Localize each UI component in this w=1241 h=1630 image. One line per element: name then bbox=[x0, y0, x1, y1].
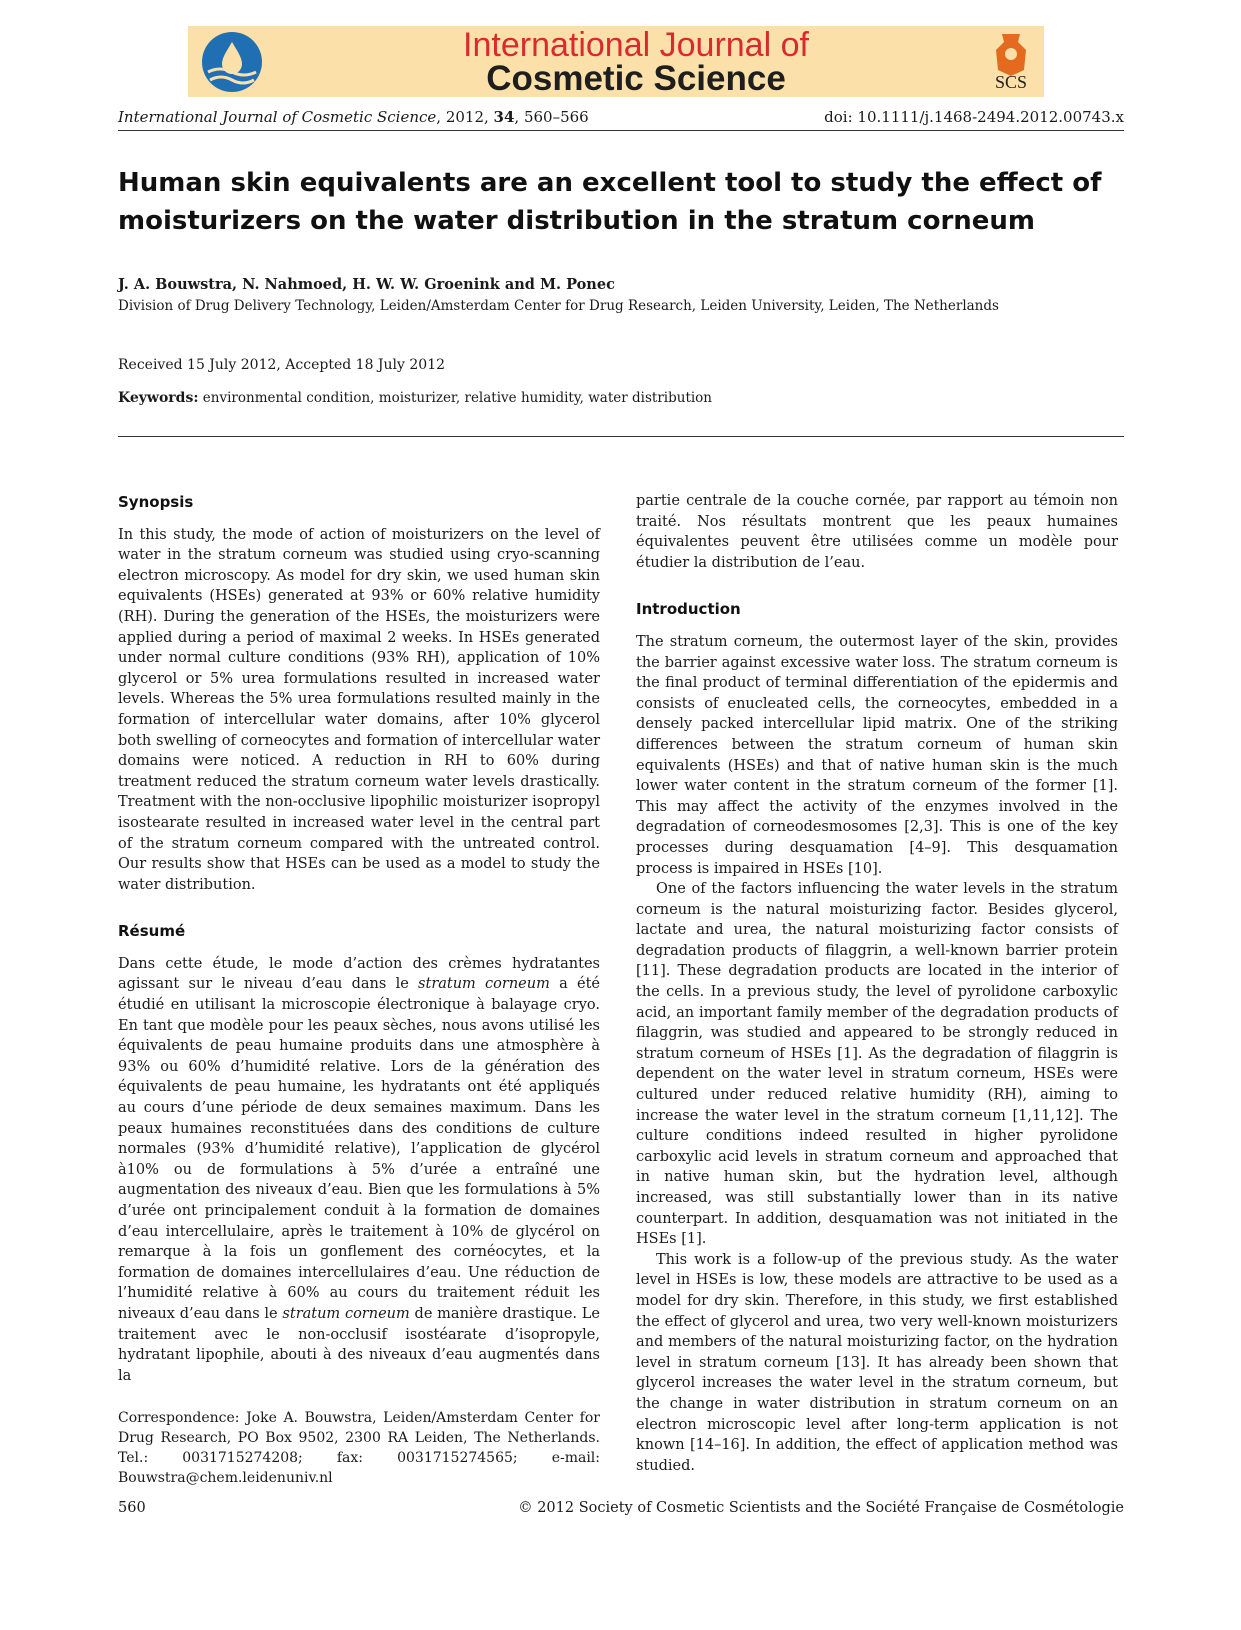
keywords-list: environmental condition, moisturizer, relative humidity, water distribution bbox=[198, 390, 713, 406]
synopsis-text: In this study, the mode of action of moisturizers on the level of water in the stratum corneum was studied using cryo-scanning electron microscopy. As model for dry skin, we used human skin equivalents (HSEs) generated at 93% or 60% relative humidity (RH). During the generation of the HSEs, the moisturizers were applied during a period of maximal 2 weeks. In HSEs generated under normal culture conditions (93% RH), application of 10% glycerol or 5% urea formulations resulted in increased water levels. Whereas the 5% urea formulations resulted mainly in the formation of intercellular water domains, after 10% glycerol both swelling of corneocytes and formation of intercellular water domains were noticed. A reduction in RH to 60% during treatment reduced the stratum corneum water levels drastically. Treatment with the non-occlusive lipophilic moisturizer isopropyl isostearate resulted in increased water level in the central part of the stratum corneum compared with the untreated control. Our results show that HSEs can be used as a model to study the water distribution. bbox=[118, 526, 600, 893]
volume: 34 bbox=[493, 108, 515, 126]
resume-heading: Résumé bbox=[118, 922, 186, 941]
header-divider bbox=[118, 130, 1124, 131]
title-divider bbox=[118, 436, 1124, 437]
introduction-heading: Introduction bbox=[636, 600, 741, 619]
synopsis-heading: Synopsis bbox=[118, 493, 194, 511]
right-column bbox=[636, 491, 1118, 1476]
page-number: 560 bbox=[118, 1500, 146, 1516]
intro-paragraph-1: The stratum corneum, the outermost layer of the skin, provides the barrier against excessive water loss. The stratum corneum is the final product of terminal differentiation of the epidermis and consists of enucleated cells, the corneocytes, embedded in a densely packed intercellular lipid matrix. One of the striking differences between the stratum corneum of human skin equivalents (HSEs) and that of native human skin is the much lower water content in the stratum corneum of the former [1]. This may affect the activity of the enzymes involved in the degradation of corneodesmosomes [2,3]. This is one of the key processes during desquamation [4–9]. This desquamation process is impaired in HSEs [10]. bbox=[636, 633, 1118, 877]
journal-name-line2: Cosmetic Science bbox=[486, 59, 786, 98]
authors: J. A. Bouwstra, N. Nahmoed, H. W. W. Groenink and M. Ponec bbox=[118, 276, 615, 293]
affiliation: Division of Drug Delivery Technology, Leiden/Amsterdam Center for Drug Research, Leiden University, Leiden, The Netherlands bbox=[118, 298, 999, 314]
scs-logo-label: SCS bbox=[994, 72, 1028, 92]
resume-text: Dans cette étude, le mode d’action des crèmes hydratantes agissant sur le niveau d’eau dans le stratum corneum a été étudié en utilisant la microscopie électronique à balayage cryo. En tant que modèle pour les peaux sèches, nous avons utilisé les équivalents de peau humaine produits dans une atmosphère à 93% ou 60% d’humidité relative. Lors de la génération des équivalents de peau humaine, les hydratants ont été appliqués au cours d’une période de deux semaines maximum. Dans les peaux humaines reconstituées dans des conditions de culture normales (93% d’humidité relative), l’application de glycérol à10% ou de formulations à 5% d’urée a entraîné une augmentation des niveaux d’eau. Bien que les formulations à 5% d’urée ont principalement conduit à la formation de domaines d’eau intercellulaire, après le traitement à 10% de glycérol on remarque à la fois un gonflement des cornéocytes, et la formation de domaines intercellulaires d’eau. Une réduction de l’humidité relative à 60% au cours du traitement réduit les niveaux d’eau dans le stratum corneum de manière drastique. Le traitement avec le non-occlusif isostéarate d’isopropyle, hydratant lipophile, abouti à des niveaux d’eau augmentés dans la bbox=[118, 955, 600, 1384]
correspondence: Correspondence: Joke A. Bouwstra, Leiden/Amsterdam Center for Drug Research, PO Box 9502, 2300 RA Leiden, The Netherlands. Tel.: 0031715274208; fax: 0031715274565; e-mail: Bouwstra@chem.leidenuniv.nl bbox=[118, 1410, 600, 1487]
journal-banner bbox=[188, 26, 1044, 97]
pages: , 560–566 bbox=[514, 108, 589, 126]
journal-name: International Journal of Cosmetic Science bbox=[118, 108, 437, 126]
scs-logo-icon bbox=[988, 30, 1034, 94]
year: , 2012, bbox=[436, 108, 494, 126]
intro-paragraph-2: One of the factors influencing the water levels in the stratum corneum is the natural moisturizing factor. Besides glycerol, lactate and urea, the natural moisturizing factor consists of degradation products of filaggrin, a well-known barrier protein [11]. These degradation products are located in the interior of the cells. In a previous study, the level of pyrolidone carboxylic acid, an important family member of the degradation products of filaggrin, was studied and appeared to be strongly reduced in stratum corneum of HSEs [1]. As the degradation of filaggrin is dependent on the water level in stratum corneum, HSEs were cultured under reduced relative humidity (RH), aiming to increase the water level in the stratum corneum [1,11,12]. The culture conditions indeed resulted in higher pyrolidone carboxylic acid levels in stratum corneum and approached that in native human skin, but the hydration level, although increased, was still substantially lower than in its native counterpart. In addition, desquamation was not initiated in the HSEs [1]. bbox=[636, 881, 1118, 1248]
intro-paragraph-3: This work is a follow-up of the previous study. As the water level in HSEs is low, these models are attractive to be used as a model for dry skin. Therefore, in this study, we first established the effect of glycerol and urea, two very well-known moisturizers and members of the natural moisturizing factor, on the hydration level in stratum corneum [13]. It has already been shown that glycerol increases the water level in the stratum corneum, but the change in water distribution in stratum corneum on an electron microscopic level after long-term application is not known [14–16]. In addition, the effect of application method was studied. bbox=[636, 1251, 1118, 1474]
keywords-label: Keywords: bbox=[118, 390, 199, 406]
citation bbox=[118, 108, 589, 126]
left-column bbox=[118, 492, 600, 1488]
copyright: © 2012 Society of Cosmetic Scientists and the Société Française de Cosmétologie bbox=[518, 1500, 1124, 1516]
resume-continuation: partie centrale de la couche cornée, par rapport au témoin non traité. Nos résultats montrent que les peaux humaines équivalentes peuvent être utilisées comme un modèle pour étudier la distribution de l’eau. bbox=[636, 493, 1118, 571]
journal-name-line1: International Journal of bbox=[463, 26, 809, 64]
article-title: Human skin equivalents are an excellent tool to study the effect of moisturizers on the water distribution in the stratum corneum bbox=[118, 168, 1102, 236]
received-dates: Received 15 July 2012, Accepted 18 July 2012 bbox=[118, 357, 446, 373]
keywords bbox=[118, 390, 712, 406]
doi: doi: 10.1111/j.1468-2494.2012.00743.x bbox=[824, 108, 1124, 126]
